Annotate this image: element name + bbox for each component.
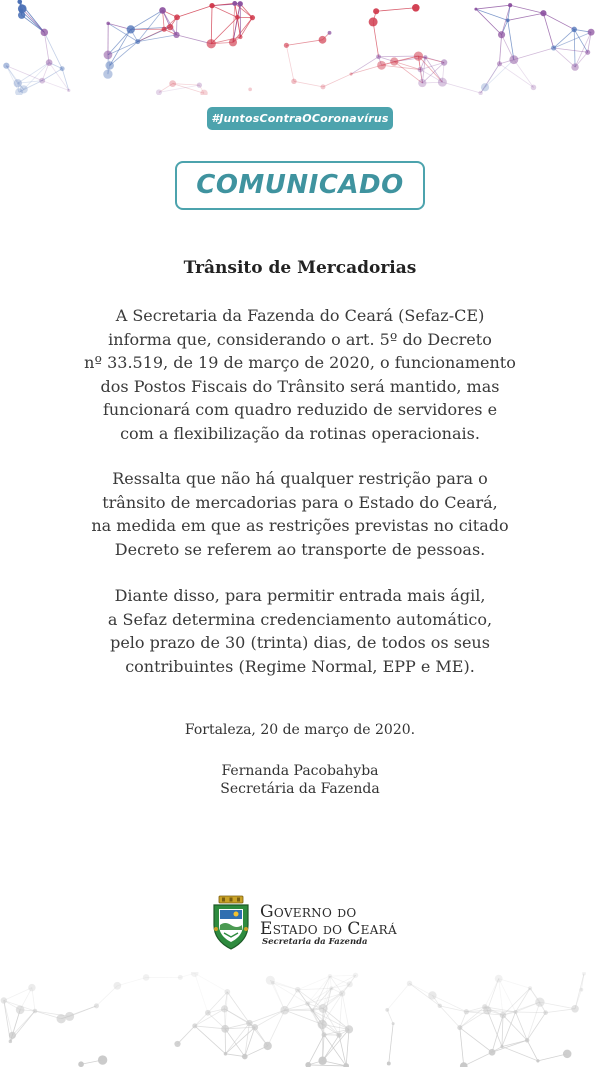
signature-block [0, 762, 600, 798]
text-line: contribuintes (Regime Normal, EPP e ME). [125, 656, 475, 676]
network-link [212, 6, 237, 18]
network-node [321, 84, 326, 89]
network-node [385, 1008, 389, 1012]
network-node [328, 31, 332, 35]
network-node [60, 66, 65, 71]
network-node [162, 27, 167, 32]
network-link [387, 1010, 393, 1024]
network-link [502, 1047, 538, 1061]
network-link [211, 6, 212, 44]
network-node [563, 1050, 572, 1059]
network-node [14, 79, 22, 87]
network-node [127, 25, 135, 33]
network-link [499, 64, 533, 88]
network-node [174, 14, 180, 20]
network-link [273, 983, 298, 990]
text-line: na medida em que as restrições previstas no citado [91, 516, 509, 535]
network-link [546, 1009, 575, 1013]
text-line: Decreto se referem ao transporte de pessoas. [114, 539, 486, 559]
network-node [191, 972, 199, 977]
network-link [440, 1006, 460, 1028]
network-node [528, 986, 532, 990]
network-link [574, 29, 575, 67]
network-node [390, 57, 398, 65]
network-link [516, 1012, 528, 1040]
notice-paragraph-3 [40, 584, 560, 678]
network-link [323, 1035, 339, 1061]
network-node [588, 29, 595, 36]
network-node [387, 1062, 391, 1066]
network-node [197, 82, 202, 87]
network-node [224, 989, 230, 995]
network-link [499, 979, 516, 1012]
network-link [508, 13, 544, 20]
text-line: nº 33.519, de 19 de março de 2020, o funcionamento [84, 353, 516, 372]
network-link [387, 983, 409, 1010]
network-node [271, 981, 275, 985]
network-link [286, 40, 322, 46]
network-node [310, 1009, 314, 1013]
network-link [527, 1040, 538, 1061]
network-link [286, 45, 294, 81]
dateline: Fortaleza, 20 de março de 2020. [184, 722, 416, 738]
network-node [500, 1012, 506, 1018]
network-node [500, 1045, 503, 1048]
text-line: pelo prazo de 30 (trinta) dias, de todos os seus [110, 633, 490, 652]
network-node [525, 1038, 529, 1042]
network-node [295, 987, 301, 993]
network-node [104, 51, 113, 60]
network-link [540, 1002, 575, 1009]
network-link [240, 4, 252, 18]
network-link [376, 8, 416, 11]
network-link [42, 81, 69, 91]
text-line: a Sefaz determina credenciamento automático, [107, 609, 493, 629]
network-link [346, 1029, 349, 1066]
notice-paragraph-1 [40, 304, 560, 445]
network-node [41, 29, 48, 36]
network-link [575, 32, 591, 67]
network-node [377, 61, 386, 70]
network-node [508, 3, 512, 7]
network-link [379, 56, 419, 57]
network-link [6, 66, 19, 93]
logo-word: DO [337, 906, 357, 920]
network-node [105, 61, 113, 69]
network-link [227, 992, 249, 1023]
network-node [246, 1020, 252, 1026]
network-node [207, 39, 216, 48]
network-link [514, 48, 554, 60]
hashtag-tag: #JuntosContraOCoronavírus [207, 107, 393, 130]
coat-of-arms-icon [210, 895, 252, 951]
network-node [319, 36, 327, 44]
network-node [514, 1010, 518, 1014]
network-link [527, 1013, 545, 1041]
network-node [263, 1042, 271, 1050]
network-link [554, 48, 575, 67]
network-link [339, 993, 342, 1035]
network-link [312, 1011, 349, 1030]
network-link [460, 1028, 492, 1053]
network-node [305, 1062, 311, 1067]
network-node [438, 1004, 442, 1008]
network-node [531, 85, 537, 91]
network-node [28, 984, 35, 991]
network-link [432, 995, 466, 1011]
network-link [42, 69, 62, 81]
network-link [394, 62, 422, 84]
network-link [575, 974, 584, 1009]
network-node [235, 15, 240, 20]
network-node [506, 19, 510, 23]
network-link [499, 979, 530, 989]
network-node [18, 4, 27, 13]
network-node [113, 982, 121, 990]
network-node [280, 1006, 289, 1015]
network-node [350, 72, 353, 75]
network-node [252, 1024, 258, 1030]
network-node [489, 1049, 496, 1056]
network-node [457, 1025, 462, 1030]
network-link [298, 976, 330, 990]
network-link [108, 29, 131, 55]
network-node [414, 51, 423, 60]
network-node [329, 986, 333, 990]
network-link [117, 977, 146, 985]
network-link [195, 1026, 225, 1029]
network-node [373, 8, 379, 14]
network-link [476, 9, 502, 35]
network-node [585, 50, 590, 55]
network-node [392, 1022, 395, 1025]
network-link [499, 35, 501, 64]
network-node [328, 974, 332, 978]
network-node [98, 1055, 107, 1064]
logo-word: DO [323, 923, 343, 937]
network-link [487, 1010, 502, 1046]
network-node [322, 1032, 327, 1037]
network-node [428, 991, 436, 999]
network-node [9, 1032, 16, 1039]
network-node [221, 1025, 229, 1033]
network-node [318, 1057, 326, 1065]
network-node [205, 1010, 211, 1016]
network-link [440, 1006, 467, 1012]
network-node [551, 45, 556, 50]
network-node [238, 1, 243, 6]
network-node [540, 10, 546, 16]
signatory-name: Fernanda Pacobahyba [221, 763, 379, 779]
network-link [62, 69, 69, 91]
network-node [339, 990, 345, 996]
network-node [318, 1020, 327, 1029]
network-link [476, 9, 508, 20]
network-node [407, 981, 412, 986]
network-link [351, 65, 381, 74]
network-node [67, 89, 70, 92]
network-node [495, 975, 503, 983]
network-node [497, 61, 502, 66]
network-node [169, 80, 176, 87]
text-line: informa que, considerando o art. 5º do Decreto [108, 329, 492, 349]
network-node [9, 1040, 13, 1044]
network-link [273, 983, 285, 1010]
network-link [195, 1026, 226, 1054]
network-link [373, 22, 378, 57]
network-link [502, 1015, 503, 1046]
network-link [464, 1052, 492, 1066]
network-link [4, 1000, 13, 1035]
network-link [24, 63, 49, 90]
network-link [323, 74, 351, 87]
text-line: dos Postos Fiscais do Trânsito será mantido, mas [100, 376, 500, 396]
network-link [514, 60, 534, 88]
network-node [39, 78, 45, 84]
network-node [345, 1025, 353, 1033]
network-node [3, 63, 9, 69]
network-link [460, 1028, 464, 1066]
network-link [226, 1054, 245, 1057]
network-link [138, 10, 163, 41]
network-node [224, 1052, 228, 1056]
network-node [543, 1010, 548, 1015]
network-node [460, 1062, 468, 1067]
text-line: funcionará com quadro reduzido de servidores e [102, 400, 498, 419]
network-link [342, 993, 349, 1029]
network-node [423, 55, 427, 59]
signatory-title: Secretária da Fazenda [220, 781, 380, 797]
network-link [538, 1054, 567, 1061]
network-node [482, 1004, 487, 1009]
network-link [110, 29, 131, 65]
network-node [464, 1009, 469, 1014]
network-link [485, 979, 499, 1007]
network-node [353, 973, 358, 978]
network-node [498, 31, 505, 38]
network-link [503, 1015, 527, 1040]
network-link [177, 6, 212, 18]
network-node [336, 1032, 341, 1037]
text-line: Ressalta que não há qualquer restrição para o [112, 469, 488, 488]
network-node [418, 67, 424, 73]
text-line: Diante disso, para permitir entrada mais ágil, [114, 586, 486, 605]
network-link [195, 973, 208, 1013]
network-node [291, 79, 296, 84]
network-node [535, 997, 544, 1006]
network-link [574, 29, 587, 52]
network-node [418, 79, 426, 87]
network-link [442, 82, 480, 93]
network-link [554, 29, 575, 48]
network-link [294, 81, 323, 87]
network-link [233, 18, 252, 43]
network-link [554, 32, 591, 48]
logo-word: GOVERNO [260, 902, 333, 922]
network-node [135, 39, 140, 44]
network-node [174, 1041, 180, 1047]
network-node [438, 78, 447, 87]
network-node [376, 54, 381, 59]
text-line: trânsito de mercadorias para o Estado do Ceará, [102, 492, 498, 512]
network-node [78, 1061, 84, 1067]
logo-word: CEARÁ [347, 919, 397, 939]
network-node [284, 43, 289, 48]
logo-text-estado [260, 919, 397, 939]
network-link [131, 10, 163, 29]
network-link [389, 1024, 393, 1064]
network-link [330, 975, 356, 976]
logo-text-secretaria: Secretaria da Fazenda [262, 937, 368, 947]
network-node [16, 1005, 25, 1014]
network-link [240, 18, 252, 37]
network-node [319, 1004, 328, 1013]
network-link [543, 13, 574, 29]
notice-paragraph-2 [40, 467, 560, 561]
network-node [571, 27, 577, 33]
network-link [298, 988, 332, 989]
network-node [229, 38, 237, 46]
logo-word: ESTADO [260, 919, 318, 939]
text-line: com a flexibilização da rotinas operacionais. [120, 423, 480, 443]
network-link [543, 13, 553, 48]
network-node [242, 1054, 248, 1060]
network-node [221, 1005, 228, 1012]
network-node [33, 1009, 38, 1014]
comunicado-badge: COMUNICADO [175, 161, 425, 210]
network-link [4, 988, 32, 1001]
government-logo [210, 895, 410, 953]
network-link [96, 986, 117, 1006]
network-node [1, 997, 7, 1003]
network-node [305, 1001, 310, 1006]
network-node [46, 59, 53, 66]
network-node [536, 1059, 539, 1062]
network-node [250, 15, 255, 20]
network-node [509, 55, 518, 64]
network-link [178, 1026, 195, 1044]
network-link [177, 35, 212, 44]
network-link [476, 5, 510, 9]
text-line: A Secretaria da Fazenda do Ceará (Sefaz-CE) [115, 306, 485, 325]
network-node [106, 22, 110, 26]
network-node [192, 1023, 197, 1028]
network-node [167, 24, 173, 30]
network-decoration-bottom [0, 972, 600, 1067]
network-node [57, 1014, 66, 1023]
network-node [178, 975, 183, 980]
network-link [22, 9, 44, 33]
network-node [571, 63, 578, 70]
network-node [441, 59, 447, 65]
network-link [492, 1040, 527, 1052]
network-link [516, 1012, 546, 1013]
network-node [582, 972, 586, 976]
network-node [143, 974, 150, 981]
network-node [94, 1003, 99, 1008]
network-link [110, 42, 138, 66]
network-node [209, 3, 214, 8]
network-node [481, 83, 489, 91]
network-link [510, 5, 543, 13]
network-node [65, 1012, 74, 1021]
network-node [238, 35, 242, 39]
network-link [487, 979, 498, 1011]
network-node [412, 4, 420, 12]
network-link [527, 1002, 540, 1040]
network-link [138, 35, 177, 42]
network-decoration-top [0, 0, 600, 95]
network-node [103, 69, 112, 78]
network-node [474, 8, 477, 11]
network-node [232, 1, 237, 6]
network-node [347, 981, 353, 987]
network-node [571, 1005, 579, 1013]
network-node [580, 988, 584, 992]
network-node [248, 88, 252, 92]
notice-title: Trânsito de Mercadorias [183, 258, 417, 278]
network-node [156, 89, 162, 95]
network-node [200, 90, 207, 95]
network-link [351, 57, 378, 74]
network-node [369, 17, 378, 26]
network-node [173, 32, 179, 38]
network-link [323, 1008, 349, 1029]
network-node [159, 7, 166, 14]
